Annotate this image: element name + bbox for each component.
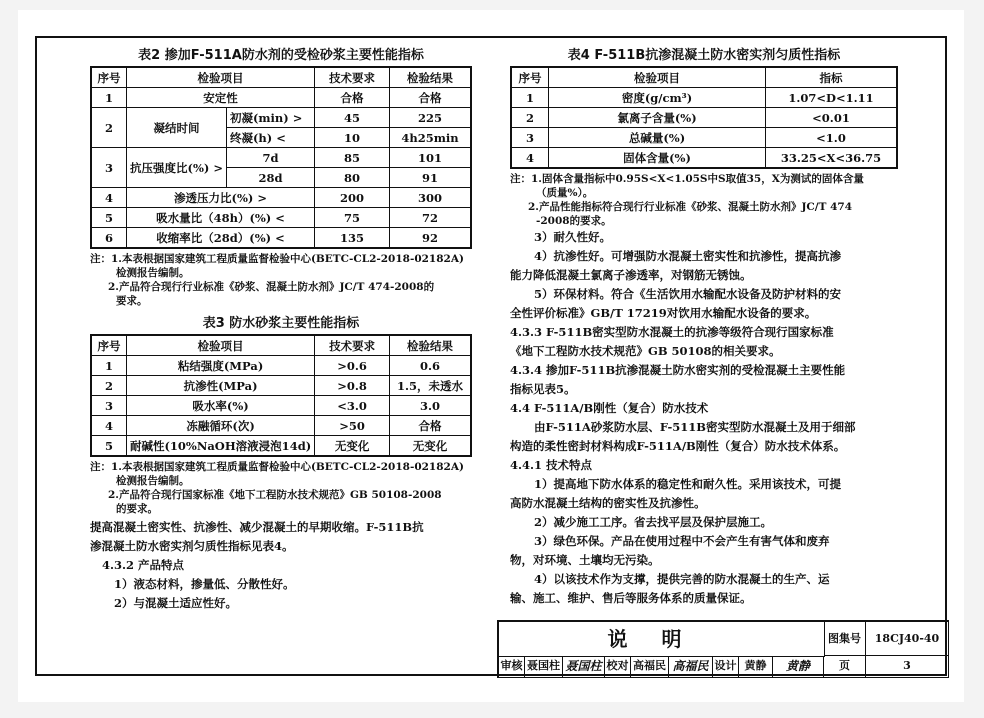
table-row: 28d 80 91: [91, 168, 471, 188]
left-body-text: 提高混凝土密实性、抗渗性、减少混凝土的早期收缩。F-511B抗 渗混凝土防水密实剂匀质性指标见表4。 4.3.2 产品特点 1）液态材料，掺量低、分散性好。 2）与混凝土适应性好。: [90, 520, 424, 610]
section-4-4: 4.4 F-511A/B刚性（复合）防水技术: [510, 401, 709, 415]
table-header: 序号 检验项目 技术要求 检验结果: [91, 335, 471, 356]
check-name: 高福民: [631, 656, 669, 678]
table-row: 1 粘结强度(MPa) >0.6 0.6: [91, 356, 471, 376]
table-header: 序号 检验项目 技术要求 检验结果: [91, 67, 471, 88]
review-name: 聂国柱: [525, 656, 563, 678]
right-body-text: 3）耐久性好。 4）抗渗性好。可增强防水混凝土密实性和抗渗性，提高抗渗 能力降低混凝土氯离子渗透率，对钢筋无锈蚀。 5）环保材料。符合《生活饮用水输配水设备及防护材料的安 全性评价标准》GB/T 17219对饮用水输配水设备的要求。 4.3.3 F-511B密实型防水混凝土的抗渗等级符合现行国家标准 《地下工程防水技术规范》GB 50108的相关要求。 4.3.4 掺加F-511B抗渗混凝土防水密实剂的受检混凝土主要性能 指标见表5。 4.4 F-511A/B刚性（复合）防水技术 由F-511A砂浆防水层、F-511B密实型防水混凝土及用于细部 构造的柔性密封材料构成F-511A/B刚性（复合）防水技术体系。 4.4.1 技术特点 1）提高地下防水体系的稳定性和耐久性。采用该技术，可提 高防水混凝土结构的密实性及抗渗性。 2）减少施工工序。省去找平层及保护层施工。 3）绿色环保。产品在使用过程中不会产生有害气体和废弃 物，对环境、土壤均无污染。 4）以该技术作为支撑，提供完善的防水混凝土的生产、运 输、施工、维护、售后等服务体系的质量保证。: [510, 228, 898, 608]
table-row: 3 抗压强度比(%) > 7d 85 101: [91, 148, 471, 168]
table4: [510, 66, 898, 169]
design-name: 黄静: [739, 656, 773, 678]
check-signature: 高福民: [669, 656, 713, 678]
table-row: 3 总碱量(%) <1.0: [511, 128, 897, 148]
table-row: 2 氯离子含量(%) <0.01: [511, 108, 897, 128]
table-row: 2 凝结时间 初凝(min) > 45 225: [91, 108, 471, 128]
table-row: 终凝(h) < 10 4h25min: [91, 128, 471, 148]
table3: [90, 334, 472, 457]
atlas-label: 图集号: [824, 622, 866, 656]
page-number: 3: [866, 656, 949, 678]
review-label: 审核: [499, 656, 525, 678]
table-row: 1 安定性 合格 合格: [91, 88, 471, 108]
table4-caption: 表4 F-511B抗渗混凝土防水密实剂匀质性指标: [567, 48, 841, 63]
review-signature: 聂国柱: [563, 656, 605, 678]
table2-notes: 注：1.本表根据国家建筑工程质量监督检验中心(BETC-CL2-2018-02182A) 检测报告编制。 2.产品符合现行行业标准《砂浆、混凝土防水剂》JC/T 474-2008的 要求。: [90, 253, 464, 307]
table-row: 4 固体含量(%) 33.25<X<36.75: [511, 148, 897, 169]
table-row: 3 吸水率(%) <3.0 3.0: [91, 396, 471, 416]
check-label: 校对: [605, 656, 631, 678]
table-row: 1 密度(g/cm³) 1.07<D<1.11: [511, 88, 897, 108]
title-block: [497, 620, 949, 678]
table3-notes: 注：1.本表根据国家建筑工程质量监督检验中心(BETC-CL2-2018-02182A) 检测报告编制。 2.产品符合现行国家标准《地下工程防水技术规范》GB 50108-2008 的要求。: [90, 461, 464, 515]
table-header: 序号 检验项目 指标: [511, 67, 897, 88]
table3-caption: 表3 防水砂浆主要性能指标: [202, 316, 360, 331]
table-row: 5 吸水量比（48h）(%) < 75 72: [91, 208, 471, 228]
section-4-4-1: 4.4.1 技术特点: [510, 458, 593, 472]
section-4-3-4: 4.3.4 掺加F-511B抗渗混凝土防水密实剂的受检混凝土主要性能: [510, 363, 846, 377]
table-row: 4 冻融循环(次) >50 合格: [91, 416, 471, 436]
design-signature: 黄静: [773, 656, 824, 678]
table-row: 4 渗透压力比(%) > 200 300: [91, 188, 471, 208]
section-4-3-3: 4.3.3 F-511B密实型防水混凝土的抗渗等级符合现行国家标准: [510, 325, 834, 339]
table2-caption: 表2 掺加F-511A防水剂的受检砂浆主要性能指标: [138, 48, 424, 63]
page-label: 页: [824, 656, 866, 678]
table-row: 2 抗渗性(MPa) >0.8 1.5，未透水: [91, 376, 471, 396]
table-row: 6 收缩率比（28d）(%) < 135 92: [91, 228, 471, 249]
table-row: 5 耐碱性(10%NaOH溶液浸泡14d) 无变化 无变化: [91, 436, 471, 457]
table4-notes: 注：1.固体含量指标中0.95S<X<1.05S中S取值35，X为测试的固体含量 （质量%）。 2.产品性能指标符合现行行业标准《砂浆、混凝土防水剂》JC/T 474 -2008的要求。: [510, 173, 864, 227]
design-label: 设计: [713, 656, 739, 678]
table2: [90, 66, 472, 249]
right-column: [510, 44, 898, 608]
drawing-title: 说明: [499, 622, 825, 657]
atlas-number: 18CJ40-40: [866, 622, 949, 656]
left-column: [90, 44, 472, 613]
